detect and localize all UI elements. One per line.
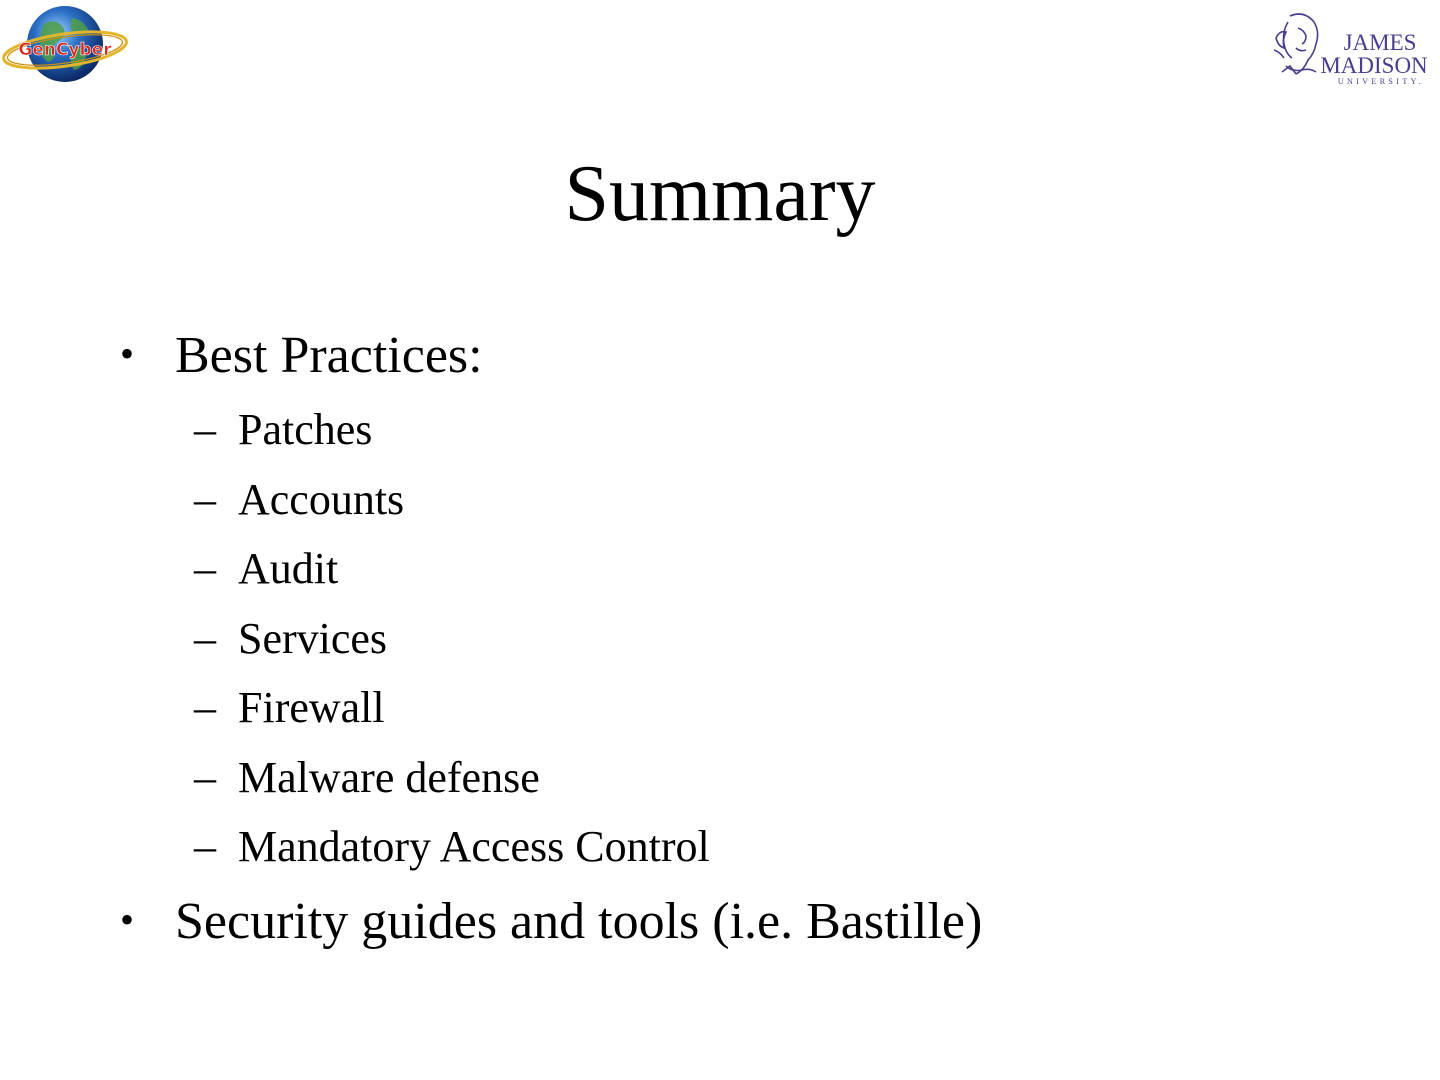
sub-bullet-marker: – [194, 614, 216, 663]
bullet-text: Security guides and tools (i.e. Bastille) [175, 893, 983, 950]
sub-bullet-text: Mandatory Access Control [238, 822, 710, 871]
sub-bullet-text: Accounts [238, 475, 405, 524]
sub-bullet-text: Firewall [238, 683, 385, 732]
bullet-text: Best Practices: [175, 327, 483, 384]
slide-title: Summary [564, 150, 876, 238]
sub-bullet-marker: – [194, 683, 216, 732]
jmu-line-1: JAMES [1343, 30, 1417, 55]
sub-bullet-marker: – [194, 753, 216, 802]
gencyber-wordmark: GenCyber [18, 40, 112, 60]
sub-bullet-marker: – [194, 822, 216, 871]
sub-bullet-marker: – [194, 544, 216, 593]
sub-bullet-text: Services [238, 614, 388, 663]
sub-bullet-text: Audit [238, 544, 339, 593]
jmu-line-3: UNIVERSITY. [1337, 77, 1425, 86]
sub-bullet-text: Patches [238, 405, 373, 454]
sub-bullet-marker: – [194, 405, 216, 454]
bullet-marker: • [120, 897, 135, 942]
sub-bullet-marker: – [194, 475, 216, 524]
jmu-line-2: MADISON [1320, 53, 1428, 78]
sub-bullet-text: Malware defense [238, 753, 540, 802]
bullet-marker: • [120, 331, 135, 376]
